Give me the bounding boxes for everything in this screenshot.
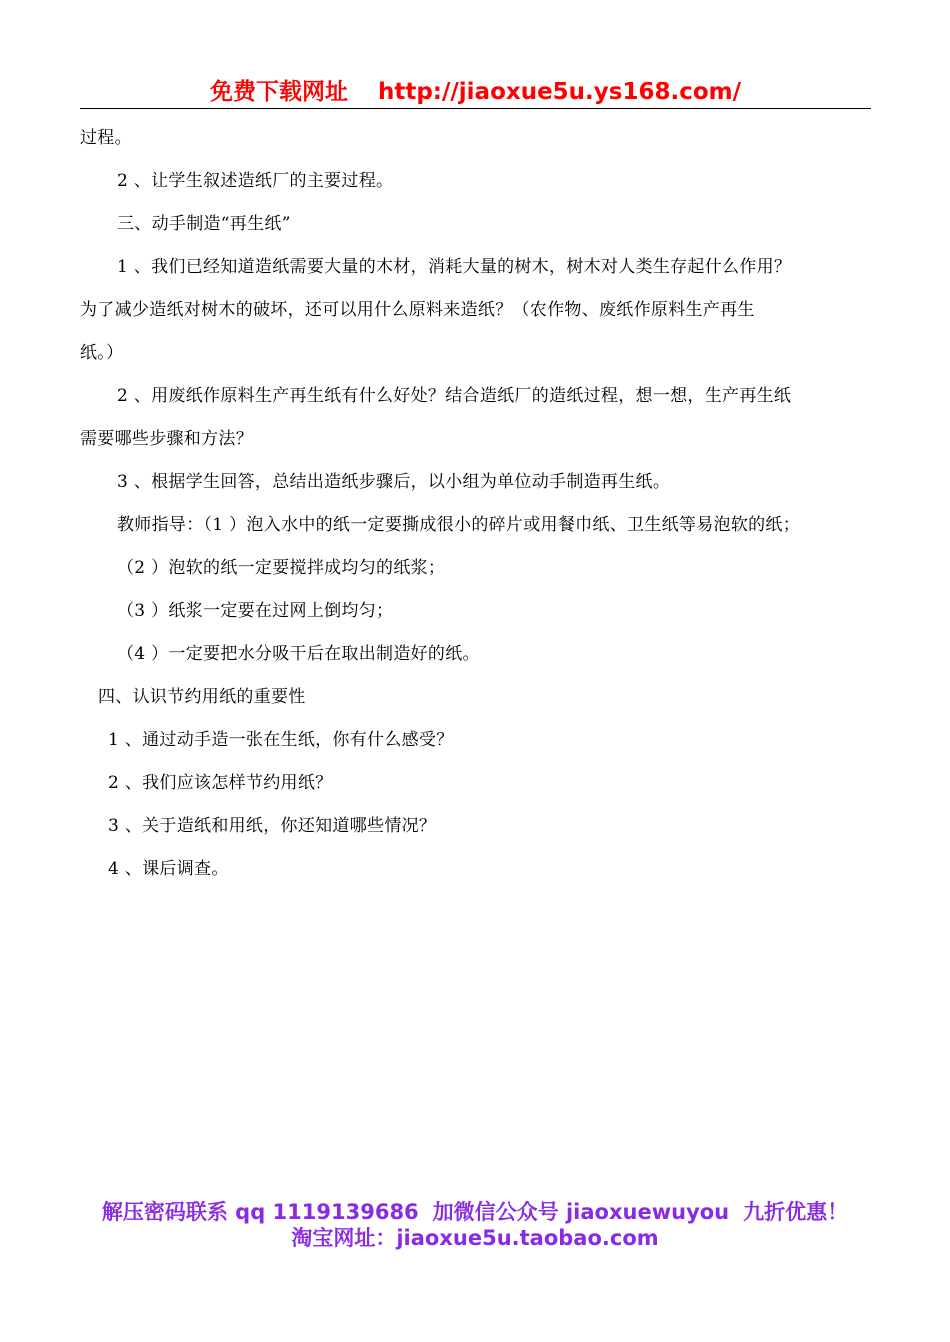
footer-line-1 [0,1198,950,1226]
body-line-9: 3 、根据学生回答，总结出造纸步骤后，以小组为单位动手制造再生纸。 [117,472,671,492]
body-line-17: 3 、关于造纸和用纸，你还知道哪些情况？ [108,816,437,836]
footer-password-contact: 解压密码联系 qq 1119139686 [101,1200,419,1224]
footer-line-2[interactable]: 淘宝网址：jiaoxue5u.taobao.com [291,1226,659,1250]
body-line-6: 纸。） [80,343,124,363]
body-line-4: 1 、我们已经知道造纸需要大量的木材，消耗大量的树木，树木对人类生存起什么作用？ [117,257,792,277]
body-line-8: 需要哪些步骤和方法？ [80,429,253,449]
body-line-1: 过程。 [80,128,132,148]
body-line-16: 2 、我们应该怎样节约用纸？ [108,773,333,793]
body-line-7: 2 、用废纸作原料生产再生纸有什么好处？结合造纸厂的造纸过程，想一想，生产再生纸 [117,386,792,406]
page-header [80,76,871,108]
body-line-15: 1 、通过动手造一张在生纸，你有什么感受？ [108,730,454,750]
body-line-11: （2 ）泡软的纸一定要搅拌成均匀的纸浆； [117,558,446,578]
footer-wechat: 加微信公众号 jiaoxuewuyou [432,1200,730,1224]
body-line-13: （4 ）一定要把水分吸干后在取出制造好的纸。 [117,644,480,664]
body-line-5: 为了减少造纸对树木的破坏，还可以用什么原料来造纸？（农作物、废纸作原料生产再生 [80,300,755,320]
body-line-2: 2 、让学生叙述造纸厂的主要过程。 [117,171,394,191]
body-line-12: （3 ）纸浆一定要在过网上倒均匀； [117,601,394,621]
header-label: 免费下载网址 [209,79,348,105]
body-line-14: 四、认识节约用纸的重要性 [98,687,306,707]
body-line-18: 4 、课后调查。 [108,859,229,879]
header-rule [80,108,871,109]
body-line-10: 教师指导：（1 ）泡入水中的纸一定要撕成很小的碎片或用餐巾纸、卫生纸等易泡软的纸； [117,515,801,535]
header-url[interactable]: http://jiaoxue5u.ys168.com/ [377,79,742,105]
body-line-3: 三、动手制造“再生纸” [117,214,291,234]
footer-discount: 九折优惠！ [743,1200,849,1224]
